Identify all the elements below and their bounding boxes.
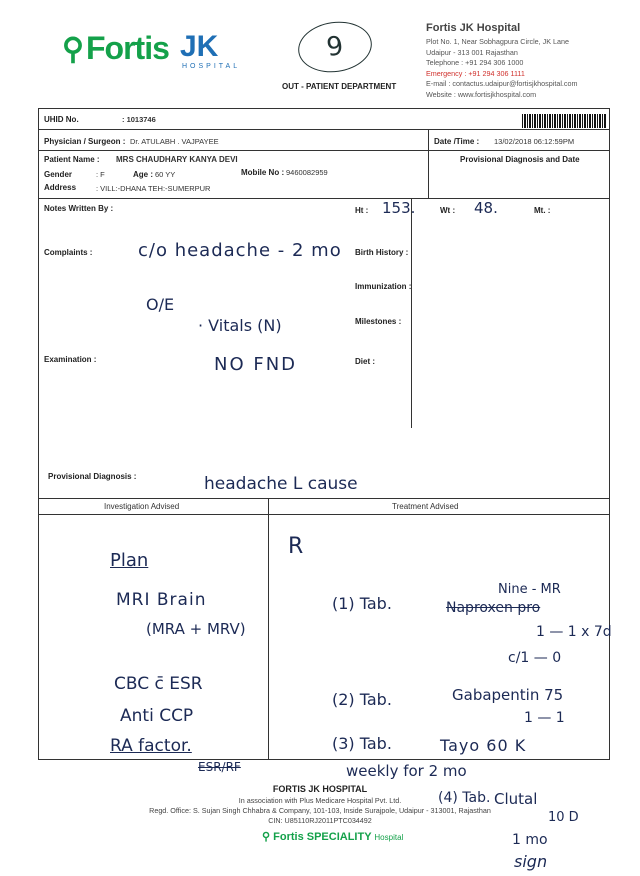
- handwritten-rx1: (1) Tab.: [332, 594, 392, 613]
- doctor-signature: sign: [514, 852, 548, 871]
- mobile-value: 9460082959: [286, 168, 328, 177]
- provisional-diagnosis-label: Provisional Diagnosis :: [48, 472, 137, 481]
- handwritten-rx4-dose2: 1 mo: [512, 832, 548, 848]
- handwritten-rx1-drug: Nine - MR: [498, 582, 561, 597]
- complaints-label: Complaints :: [44, 248, 93, 257]
- ht-label: Ht :: [355, 206, 369, 215]
- jk-logo-subtext: HOSPITAL: [182, 63, 241, 70]
- divider: [38, 498, 610, 499]
- handwritten-weight: 48.: [474, 199, 498, 217]
- fortis-people-icon: ⚲: [62, 33, 83, 66]
- patient-value: MRS CHAUDHARY KANYA DEVI: [116, 155, 238, 164]
- physician-label: Physician / Surgeon :: [44, 137, 126, 146]
- treatment-header: Treatment Advised: [392, 502, 459, 511]
- handwritten-mra: (MRA + MRV): [146, 620, 246, 638]
- emergency-phone: Emergency : +91 294 306 1111: [426, 68, 525, 78]
- handwritten-rx-symbol: R: [288, 534, 304, 559]
- handwritten-anti-ccp: Anti CCP: [120, 706, 194, 726]
- handwritten-rx3-dose: weekly for 2 mo: [346, 762, 467, 780]
- age-label: Age :: [133, 170, 153, 179]
- handwritten-diagnosis: headache L cause: [204, 474, 358, 494]
- handwritten-vitals: · Vitals (N): [198, 316, 282, 335]
- datetime-label: Date /Time :: [434, 137, 480, 146]
- address-line2: Udaipur - 313 001 Rajasthan: [426, 47, 518, 57]
- mobile-label: Mobile No :: [241, 168, 285, 177]
- investigation-header: Investigation Advised: [104, 502, 180, 511]
- diet-label: Diet :: [355, 357, 375, 366]
- wt-label: Wt :: [440, 206, 456, 215]
- divider: [411, 198, 412, 428]
- handwritten-rx4: (4) Tab.: [438, 790, 491, 806]
- birth-history-label: Birth History :: [355, 248, 409, 257]
- handwritten-struck-note: ESR/RF: [198, 760, 241, 774]
- department-title: OUT - PATIENT DEPARTMENT: [282, 82, 397, 91]
- handwritten-exam: NO FND: [214, 354, 298, 375]
- jk-logo: JK: [180, 30, 219, 63]
- uhid-value: : 1013746: [122, 115, 156, 124]
- examination-label: Examination :: [44, 355, 97, 364]
- email: E-mail : contactus.udaipur@fortisjkhospital.com: [426, 79, 578, 88]
- footer-cin: CIN: U85110RJ2011PTC034492: [268, 816, 372, 825]
- divider: [38, 150, 610, 151]
- datetime-value: 13/02/2018 06:12:59PM: [494, 137, 575, 146]
- token-number: 9: [295, 17, 375, 77]
- handwritten-rx4-dose: 10 D: [548, 810, 579, 825]
- physician-value: Dr. ATULABH . VAJPAYEE: [130, 137, 219, 146]
- fortis-people-icon: ⚲: [262, 831, 271, 843]
- handwritten-rx3-drug: Tayo 60 K: [440, 736, 527, 755]
- footer-hospital-name: FORTIS JK HOSPITAL: [272, 784, 368, 794]
- notes-label: Notes Written By :: [44, 204, 114, 213]
- address-value: : VILL:-DHANA TEH:-SUMERPUR: [96, 184, 211, 193]
- handwritten-rx1-struck: Naproxen pro: [446, 600, 541, 616]
- handwritten-cbc: CBC c̄ ESR: [114, 674, 203, 694]
- hospital-name: Fortis JK Hospital: [426, 22, 521, 34]
- divider: [38, 514, 610, 515]
- barcode: [522, 114, 606, 128]
- divider: [38, 129, 610, 130]
- footer-office: Regd. Office: S. Sujan Singh Chhabra & Company, 101-103, Inside Surajpole, Udaipur - 313001, Rajasthan: [149, 806, 491, 815]
- footer-logo: ⚲ Fortis SPECIALITY Hospital: [262, 831, 404, 843]
- address-line1: Plot No. 1, Near Sobhagpura Circle, JK Lane: [426, 37, 570, 46]
- handwritten-oe: O/E: [146, 295, 175, 314]
- uhid-label: UHID No.: [44, 115, 79, 124]
- divider: [428, 129, 429, 198]
- hospital-address: [426, 37, 578, 100]
- footer-association: In association with Plus Medicare Hospital Pvt. Ltd.: [238, 796, 402, 805]
- handwritten-rx1-dose: 1 — 1 x 7d: [536, 624, 612, 640]
- prov-diagnosis-date-label: Provisional Diagnosis and Date: [460, 155, 580, 164]
- handwritten-rx3: (3) Tab.: [332, 734, 392, 753]
- handwritten-rx2: (2) Tab.: [332, 690, 392, 709]
- divider: [268, 498, 269, 760]
- divider: [38, 198, 610, 199]
- age-value: 60 YY: [155, 170, 176, 179]
- handwritten-ra-factor: RA factor.: [110, 736, 192, 756]
- mt-label: Mt. :: [534, 206, 551, 215]
- handwritten-rx4-drug: Clutal: [494, 790, 538, 808]
- handwritten-plan: Plan: [110, 550, 149, 571]
- gender-value: : F: [96, 170, 105, 179]
- handwritten-rx2-dose: 1 — 1: [524, 710, 565, 726]
- handwritten-rx1-dose2: c/1 — 0: [508, 650, 562, 666]
- telephone: Telephone : +91 294 306 1000: [426, 58, 524, 67]
- handwritten-mri: MRI Brain: [116, 590, 207, 610]
- address-label: Address: [44, 183, 77, 192]
- milestones-label: Milestones :: [355, 317, 402, 326]
- immunization-label: Immunization :: [355, 282, 412, 291]
- gender-label: Gender: [44, 170, 73, 179]
- website: Website : www.fortisjkhospital.com: [426, 89, 537, 99]
- handwritten-rx2-drug: Gabapentin 75: [452, 686, 564, 704]
- fortis-logo: ⚲Fortis: [62, 30, 169, 66]
- handwritten-complaint: c/o headache - 2 mo: [138, 240, 342, 261]
- handwritten-height: 153.: [382, 199, 416, 217]
- patient-label: Patient Name :: [44, 155, 100, 164]
